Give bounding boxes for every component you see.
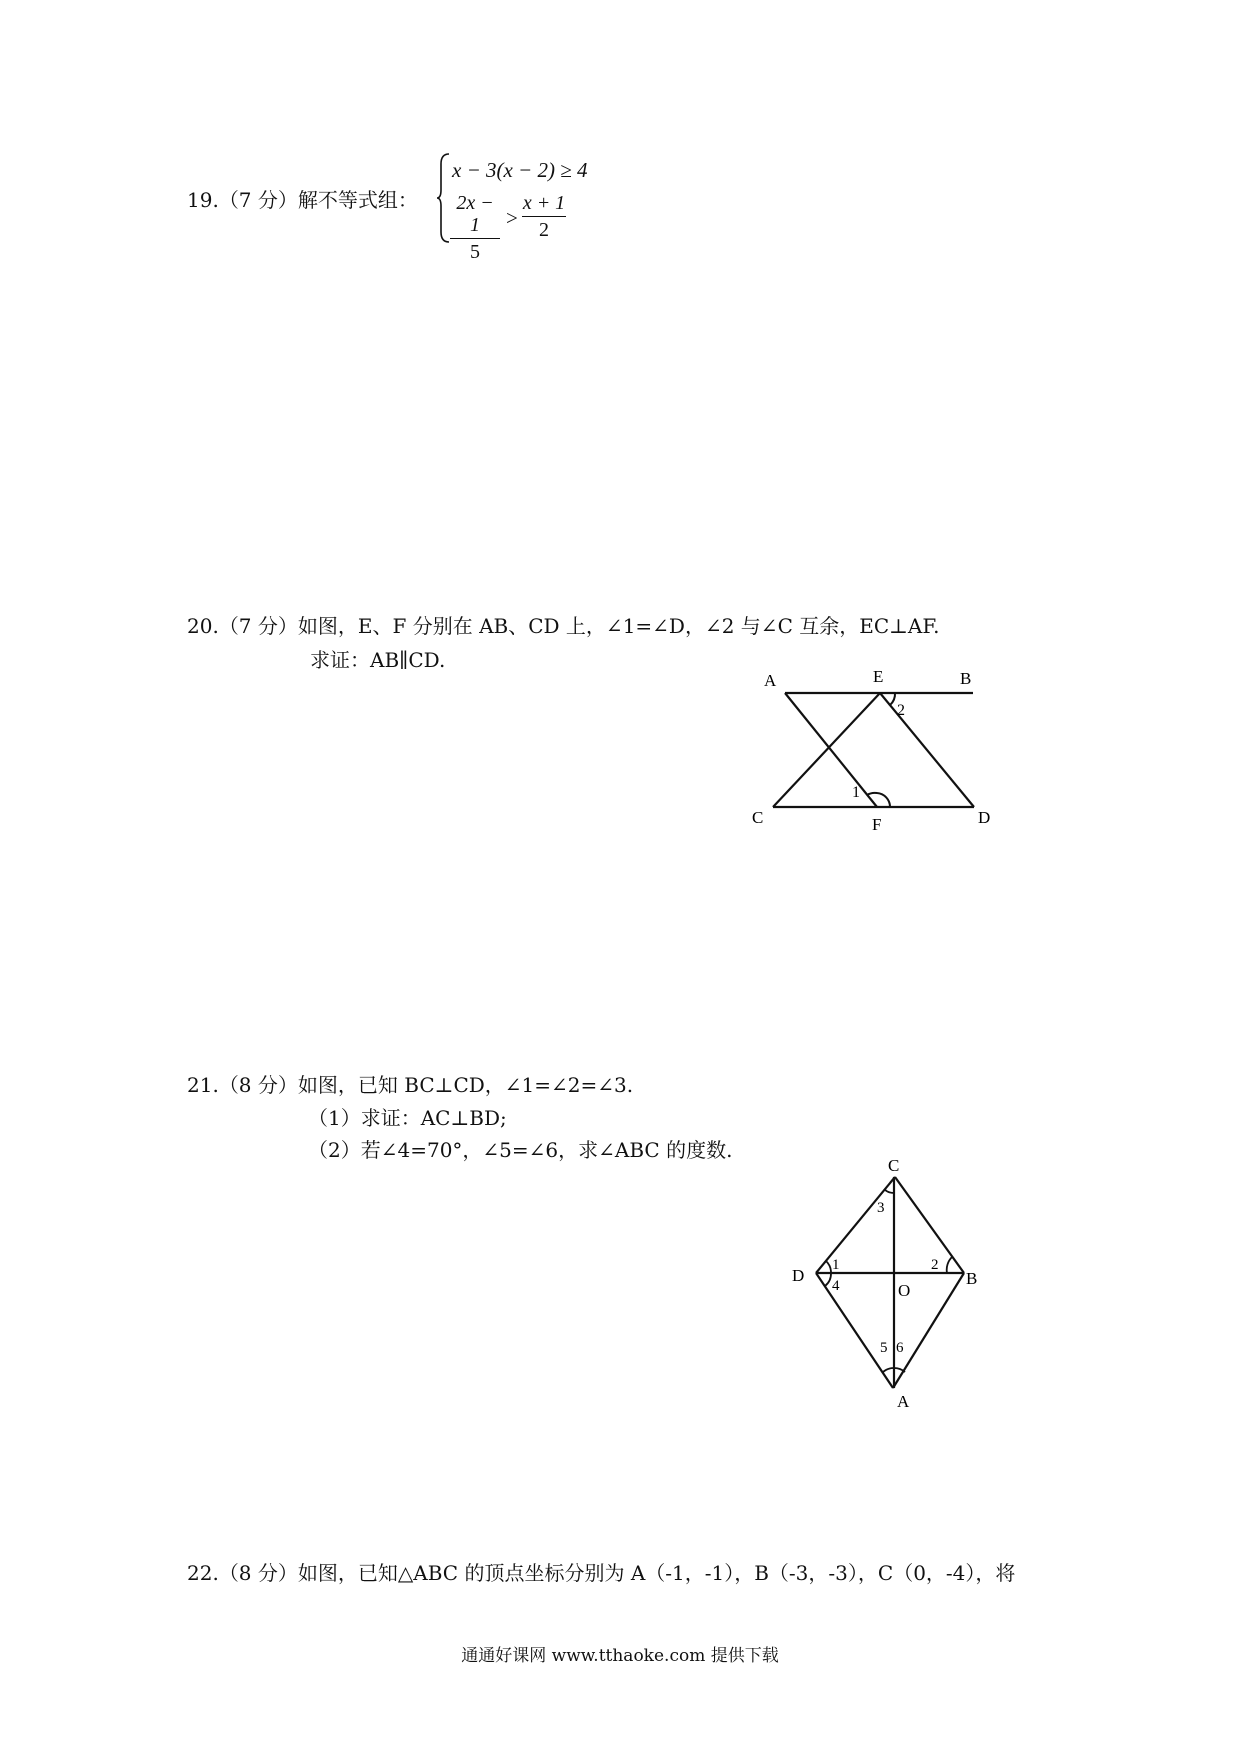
q22-text: 如图，已知△ABC 的顶点坐标分别为 A（-1，-1），B（-3，-3），C（0，-4），将 <box>297 1561 1016 1585</box>
q21-label-angle6: 6 <box>896 1340 904 1356</box>
q21-part2: （2）若∠4=70°，∠5=∠6，求∠ABC 的度数. <box>308 1138 733 1162</box>
q21-angle2-arc <box>947 1257 952 1273</box>
q20-label-angle1: 1 <box>852 784 860 801</box>
q21-label-a: A <box>897 1392 910 1410</box>
q19-header <box>187 188 418 212</box>
q20-score: （7 分） <box>218 614 298 638</box>
q20-text: 如图，E、F 分别在 AB、CD 上，∠1=∠D，∠2 与∠C 互余，EC⊥AF. <box>297 614 940 638</box>
q21-label-angle5: 5 <box>880 1340 888 1356</box>
q22-score: （8 分） <box>218 1561 298 1585</box>
q20-label-angle2: 2 <box>897 702 905 719</box>
q19-score: （7 分） <box>218 188 298 212</box>
q19-left-numerator: 2x − 1 <box>456 192 494 236</box>
q21-label-o: O <box>898 1281 911 1300</box>
q21-part1: （1）求证：AC⊥BD; <box>308 1106 507 1130</box>
q21-label-angle1: 1 <box>832 1257 840 1273</box>
q21-angle1-arc <box>826 1261 831 1273</box>
q20-number: 20. <box>187 614 219 638</box>
q22-header <box>187 1561 1015 1585</box>
q21-text: 如图，已知 BC⊥CD，∠1=∠2=∠3. <box>297 1073 634 1097</box>
page-footer: 通通好课网 www.tthaoke.com 提供下载 <box>461 1646 779 1666</box>
q21-number: 21. <box>187 1073 219 1097</box>
q20-line-ed <box>880 693 974 807</box>
q21-label-angle3: 3 <box>877 1200 885 1216</box>
q21-side-cd <box>816 1177 895 1273</box>
q19-number: 19. <box>187 188 219 212</box>
q21-label-angle2: 2 <box>931 1257 939 1273</box>
q22-number: 22. <box>187 1561 219 1585</box>
q19-greater-sign: > <box>506 206 518 230</box>
q20-label-a: A <box>764 671 777 690</box>
q19-right-numerator: x + 1 <box>522 192 566 214</box>
q21-figure <box>780 1150 1000 1410</box>
q21-angle4-arc <box>825 1273 831 1286</box>
q20-label-c: C <box>752 808 764 827</box>
q20-label-b: B <box>960 669 972 688</box>
q21-side-cb <box>895 1177 964 1273</box>
q21-label-angle4: 4 <box>832 1278 840 1294</box>
q20-angle2-arc <box>890 693 895 705</box>
q21-score: （8 分） <box>218 1073 298 1097</box>
q20-prove: 求证：AB∥CD. <box>310 648 446 672</box>
q19-fraction-right <box>522 192 566 241</box>
q21-label-c: C <box>888 1156 900 1175</box>
q20-header <box>187 614 940 638</box>
q21-label-b: B <box>966 1269 978 1288</box>
q19-prompt: 解不等式组： <box>297 188 418 212</box>
q19-fraction-left <box>450 192 500 263</box>
q20-label-e: E <box>873 667 884 686</box>
q19-right-denominator: 2 <box>539 219 549 241</box>
q21-label-d: D <box>792 1266 805 1285</box>
q21-angle3-arc <box>884 1189 894 1193</box>
q20-figure <box>740 660 1000 840</box>
q20-label-f: F <box>872 815 882 834</box>
q19-left-denominator: 5 <box>470 241 480 263</box>
q21-header <box>187 1073 633 1097</box>
q20-label-d: D <box>978 808 991 827</box>
q21-side-da <box>816 1273 893 1388</box>
q19-inequality-1: x − 3(x − 2) ≥ 4 <box>452 158 588 182</box>
